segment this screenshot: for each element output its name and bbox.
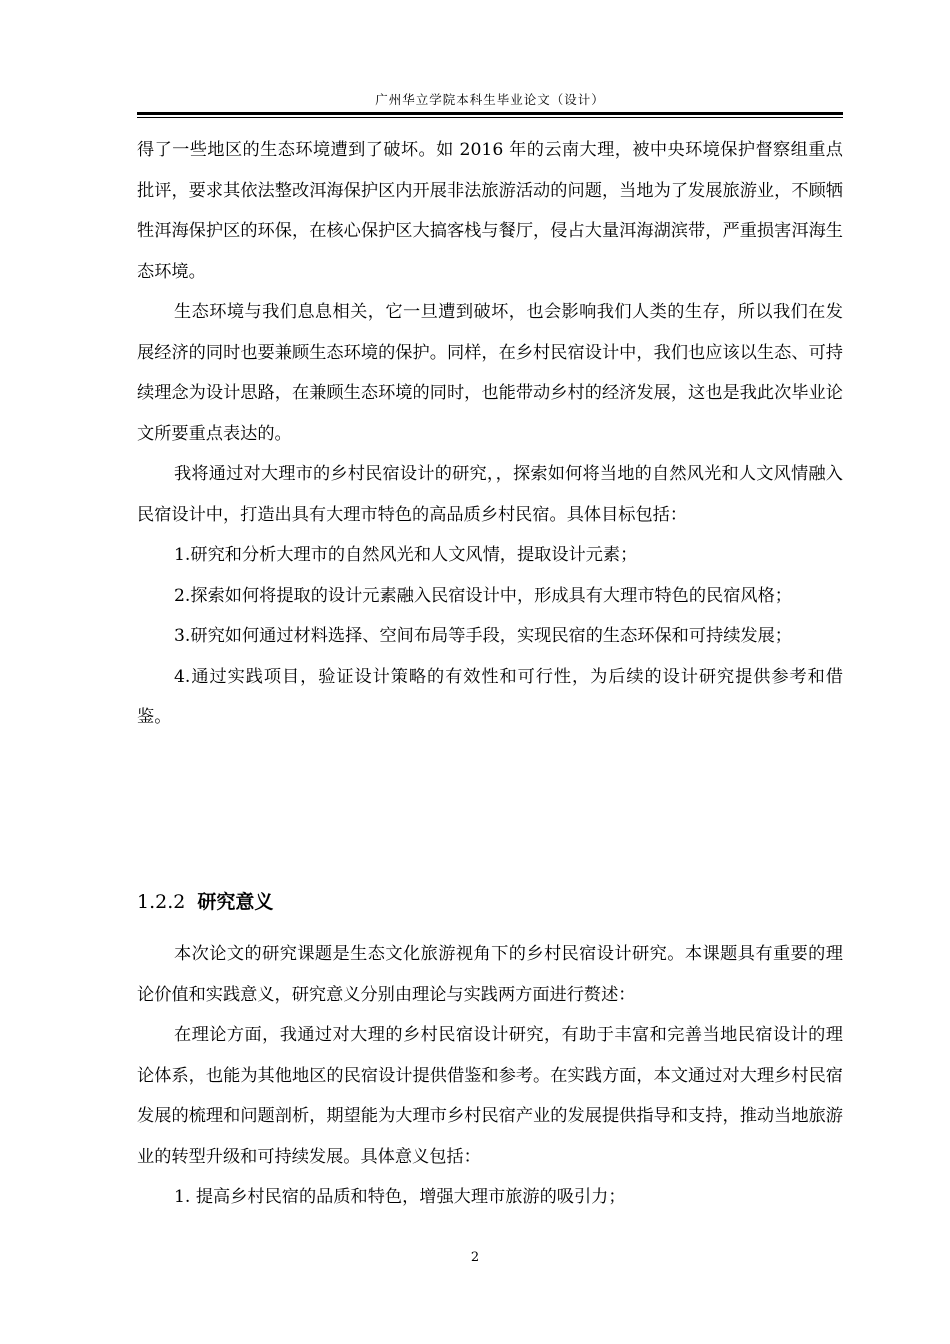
- body-text-bottom: [137, 934, 843, 1218]
- page-header: 广州华立学院本科生毕业论文（设计）: [375, 92, 605, 107]
- list-item: 1.研究和分析大理市的自然风光和人文风情，提取设计元素；: [174, 545, 638, 565]
- paragraph: 在理论方面，我通过对大理的乡村民宿设计研究，有助于丰富和完善当地民宿设计的理论体系，也能为其他地区的民宿设计提供借鉴和参考。在实践方面，本文通过对大理乡村民宿发展的梳理和问题剖析，期望能为大理市乡村民宿产业的发展提供指导和支持，推动当地旅游业的转型升级和可持续发展。具体意义包括：: [137, 1025, 843, 1167]
- paragraph: 本次论文的研究课题是生态文化旅游视角下的乡村民宿设计研究。本课题具有重要的理论价值和实践意义，研究意义分别由理论与实践两方面进行赘述：: [137, 944, 843, 1005]
- section-heading: [137, 882, 273, 922]
- page-number: 2: [470, 1250, 480, 1265]
- section-number: 1.2.2: [137, 891, 186, 913]
- paragraph: 得了一些地区的生态环境遭到了破坏。如 2016 年的云南大理，被中央环境保护督察组重点批评，要求其依法整改洱海保护区内开展非法旅游活动的问题，当地为了发展旅游业，不顾牺牲洱海保护区的环保，在核心保护区大搞客栈与餐厅，侵占大量洱海湖滨带，严重损害洱海生态环境。: [137, 140, 843, 282]
- list-item: 4.通过实践项目，验证设计策略的有效性和可行性，为后续的设计研究提供参考和借鉴。: [137, 666, 843, 727]
- header-rule-thick: [137, 112, 843, 115]
- header-rule-thin: [137, 117, 843, 118]
- list-item: 2.探索如何将提取的设计元素融入民宿设计中，形成具有大理市特色的民宿风格；: [174, 585, 792, 606]
- list-item: 3.研究如何通过材料选择、空间布局等手段，实现民宿的生态环保和可持续发展；: [174, 626, 792, 646]
- paragraph: 生态环境与我们息息相关，它一旦遭到破坏，也会影响我们人类的生存，所以我们在发展经济的同时也要兼顾生态环境的保护。同样，在乡村民宿设计中，我们也应该以生态、可持续理念为设计思路，在兼顾生态环境的同时，也能带动乡村的经济发展，这也是我此次毕业论文所要重点表达的。: [137, 302, 843, 444]
- body-text-top: [137, 130, 843, 738]
- section-title: 研究意义: [197, 891, 274, 913]
- paragraph: 我将通过对大理市的乡村民宿设计的研究，，探索如何将当地的自然风光和人文风情融入民宿设计中，打造出具有大理市特色的高品质乡村民宿。具体目标包括：: [137, 464, 843, 525]
- list-item: 1. 提高乡村民宿的品质和特色，增强大理市旅游的吸引力；: [174, 1187, 626, 1207]
